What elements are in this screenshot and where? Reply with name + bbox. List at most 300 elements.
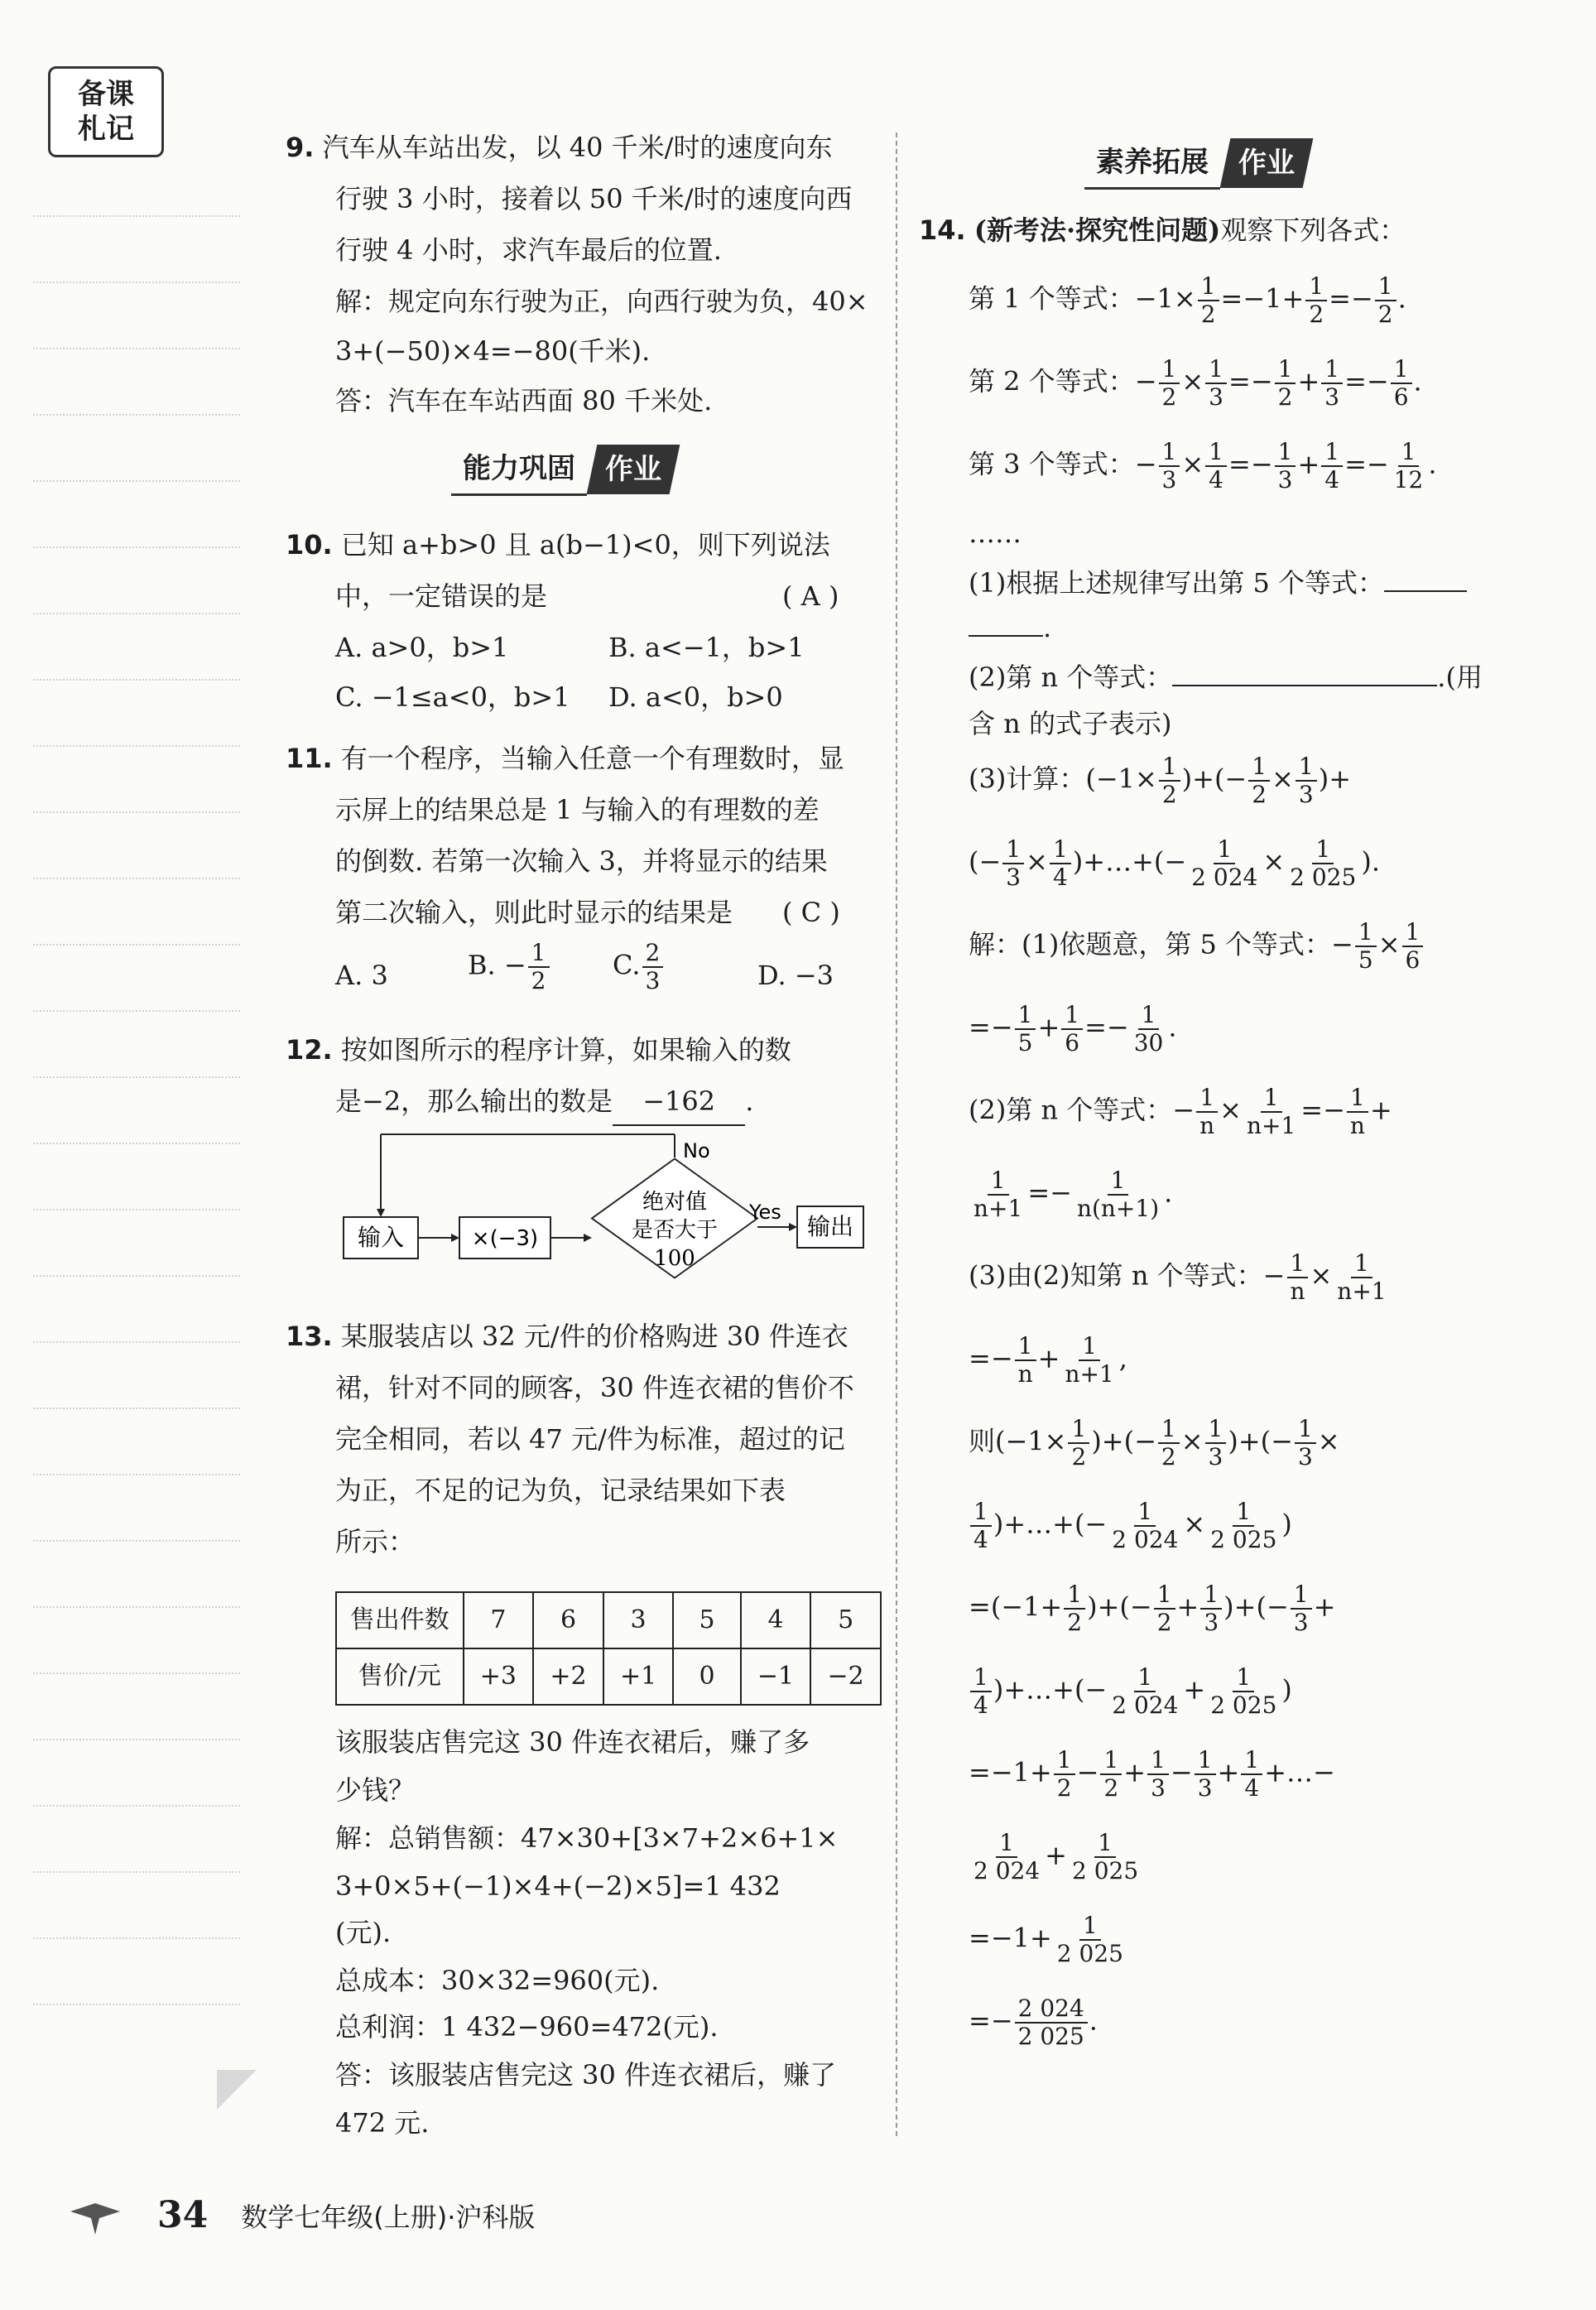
fraction-num: 1 bbox=[1094, 1830, 1116, 1858]
fraction-num: 1 bbox=[1287, 1250, 1309, 1278]
fraction bbox=[1159, 753, 1180, 808]
note-line bbox=[33, 944, 240, 946]
q11-text: 第二次输入，则此时显示的结果是 bbox=[335, 897, 733, 928]
fraction-num: 1 bbox=[1147, 1747, 1169, 1775]
final-prefix: =− bbox=[969, 2004, 1013, 2037]
fraction bbox=[1391, 439, 1427, 493]
fraction-den: 3 bbox=[1297, 1443, 1313, 1470]
q14-solution-label: 解：(1)依题意，第 5 个等式： bbox=[969, 928, 1332, 960]
q14-text: 观察下列各式： bbox=[1220, 214, 1406, 246]
note-line bbox=[33, 1739, 240, 1740]
fraction-den: 3 bbox=[1324, 383, 1340, 411]
fraction-num: 1 bbox=[1205, 439, 1227, 467]
section-banner-ability bbox=[451, 447, 675, 492]
fraction-num: 1 bbox=[988, 1167, 1009, 1196]
section-tag bbox=[1220, 138, 1314, 188]
fraction bbox=[1207, 1499, 1280, 1553]
page-footer bbox=[66, 2194, 535, 2236]
q14-part1-cont: . bbox=[969, 604, 1051, 651]
q14-sol3-line: $\frac{1}{4}$ )+…+(− $\frac{1}{2 024}$ × $\frac{1}{2 025}$ ) bbox=[969, 1499, 1292, 1553]
q9-solution: 3+(−50)×4=−80(千米). bbox=[335, 335, 651, 367]
fraction-den: 3 bbox=[1197, 1774, 1213, 1802]
fraction-den: 2 025 bbox=[1210, 1526, 1277, 1553]
fraction bbox=[1375, 273, 1396, 328]
fraction-num: 1 bbox=[1200, 1581, 1222, 1610]
fraction bbox=[1205, 356, 1227, 411]
fraction bbox=[1158, 1416, 1180, 1470]
fraction-num: 1 bbox=[1158, 1416, 1180, 1444]
fraction-den: 6 bbox=[1405, 946, 1421, 974]
q13-solution: 3+0×5+(−1)×4+(−2)×5]=1 432 bbox=[335, 1870, 781, 1902]
table-row bbox=[336, 1592, 881, 1648]
q10-option-c: C. −1≤a<0，b>1 bbox=[335, 681, 570, 713]
q13-text: 为正，不足的记为负，记录结果如下表 bbox=[335, 1475, 786, 1506]
fraction-den: 4 bbox=[1244, 1774, 1260, 1802]
q12-line2: 是−2，那么输出的数是 −162 . bbox=[335, 1078, 753, 1126]
q11-text: 示屏上的结果总是 1 与输入的有理数的差 bbox=[335, 794, 820, 825]
table-cell: 6 bbox=[533, 1592, 603, 1648]
q9-text: 汽车从车站出发，以 40 千米/时的速度向东 bbox=[322, 132, 833, 163]
q13-line1 bbox=[286, 1313, 848, 1360]
q10-line1 bbox=[286, 522, 830, 568]
fraction-den: 2 bbox=[1156, 1609, 1172, 1636]
section-title: 素养拓展 bbox=[1084, 137, 1220, 190]
fraction-num: 1 bbox=[1355, 919, 1377, 947]
fraction-den: 3 bbox=[1006, 864, 1022, 891]
note-line bbox=[33, 1672, 240, 1674]
fraction bbox=[1286, 836, 1359, 891]
table-header: 售价/元 bbox=[336, 1648, 464, 1705]
eq-label: 第 1 个等式： bbox=[969, 282, 1135, 315]
q11-number: 11. bbox=[286, 743, 333, 774]
fraction-den: 3 bbox=[1161, 466, 1177, 493]
fraction-den: 2 025 bbox=[1071, 1857, 1139, 1884]
q14-sol3-line: =(−1+ $\frac{1}{2}$ )+(− $\frac{1}{2}$ + $\frac{1}{3}$ )+(− $\frac{1}{3}$ + bbox=[969, 1581, 1336, 1636]
fraction bbox=[1291, 1581, 1312, 1636]
q12-text: 是−2，那么输出的数是 bbox=[335, 1085, 613, 1117]
table-header: 售出件数 bbox=[336, 1592, 464, 1648]
flow-arrowhead bbox=[584, 1234, 592, 1242]
fraction bbox=[970, 1664, 992, 1719]
fraction bbox=[1198, 273, 1219, 328]
fraction-num: 1 bbox=[1233, 1499, 1254, 1527]
fraction-num: 1 bbox=[1154, 1581, 1175, 1610]
fraction-den: n+1 bbox=[1246, 1112, 1296, 1139]
fraction-den: n+1 bbox=[1065, 1360, 1114, 1388]
note-line bbox=[33, 546, 240, 548]
fraction bbox=[1347, 1085, 1368, 1139]
flow-op-label: ×(−3) bbox=[471, 1226, 539, 1251]
note-line bbox=[33, 348, 240, 349]
fraction-num: 1 bbox=[1214, 836, 1235, 864]
note-line bbox=[33, 1010, 240, 1012]
table-cell: 5 bbox=[673, 1592, 740, 1648]
fraction-den: n bbox=[1349, 1112, 1365, 1139]
fraction-num: 1 bbox=[1064, 1581, 1085, 1610]
fraction-num: 1 bbox=[970, 1499, 992, 1527]
q11-option-b bbox=[468, 940, 551, 994]
q14-part2-text: 含 n 的式子表示) bbox=[969, 708, 1172, 739]
section-title: 能力巩固 bbox=[451, 444, 587, 496]
fraction bbox=[970, 1830, 1043, 1884]
fraction-den: 12 bbox=[1393, 466, 1424, 493]
fraction-num: 1 bbox=[1108, 1167, 1129, 1196]
q13-number: 13. bbox=[286, 1321, 333, 1352]
table-cell: 5 bbox=[810, 1592, 881, 1648]
fraction-den: 2 bbox=[1277, 383, 1293, 411]
fraction-den: 2 025 bbox=[1210, 1692, 1277, 1719]
q14-sol3-line: =−1+ $\frac{1}{2}$ − $\frac{1}{2}$ + $\frac{1}{3}$ − $\frac{1}{3}$ + $\frac{1}{4}$ +…− bbox=[969, 1746, 1335, 1802]
fraction-den: n bbox=[1199, 1112, 1215, 1139]
q13-text: 所示： bbox=[335, 1526, 416, 1557]
q14-part2 bbox=[969, 654, 1483, 700]
fraction-num: 1 bbox=[1248, 753, 1270, 782]
fraction bbox=[1321, 439, 1343, 493]
fraction-num: 1 bbox=[1351, 1250, 1372, 1278]
fraction-num: 1 bbox=[1275, 439, 1296, 467]
q10-answer: ( A ) bbox=[782, 580, 839, 612]
fraction-num: 1 bbox=[1159, 356, 1180, 384]
fraction-den: 4 bbox=[973, 1526, 988, 1553]
fraction-den: 3 bbox=[1293, 1609, 1309, 1636]
fraction bbox=[1295, 1416, 1316, 1470]
note-line bbox=[33, 1871, 240, 1873]
table-cell: −1 bbox=[741, 1648, 811, 1705]
fraction-den: n bbox=[1290, 1278, 1305, 1305]
fraction bbox=[1050, 836, 1071, 891]
fraction-den: 4 bbox=[1324, 466, 1340, 493]
section-banner-extension bbox=[1084, 141, 1308, 185]
fraction-den: 3 bbox=[1209, 383, 1223, 411]
q11-option-c bbox=[613, 940, 665, 994]
note-line bbox=[33, 215, 240, 217]
q14-line1 bbox=[919, 207, 1406, 253]
fraction-den: 2 024 bbox=[1191, 864, 1258, 891]
fraction bbox=[1275, 439, 1296, 493]
fraction-num: 1 bbox=[1205, 356, 1227, 384]
fraction-den: 3 bbox=[1208, 1443, 1223, 1470]
fraction-num: 1 bbox=[1312, 836, 1334, 864]
fraction-num: 1 bbox=[1054, 1747, 1075, 1775]
q14-eq1: 第 1 个等式：−1× $\frac{1}{2}$ =−1+ $\frac{1}{2}$ =− $\frac{1}{2}$ . bbox=[969, 272, 1406, 328]
fraction-num: 1 bbox=[1159, 753, 1180, 782]
q9-text: 行驶 3 小时，接着以 50 千米/时的速度向西 bbox=[335, 183, 853, 214]
q11-text: 的倒数. 若第一次输入 3，并将显示的结果 bbox=[335, 845, 828, 877]
fraction bbox=[1147, 1747, 1169, 1802]
fraction-den: 6 bbox=[1065, 1029, 1080, 1056]
fraction-den: 2 bbox=[531, 967, 546, 994]
q14-sol3-line: $\frac{1}{2 024}$ + $\frac{1}{2 025}$ bbox=[969, 1830, 1143, 1884]
fraction-num: 1 bbox=[996, 1830, 1017, 1858]
flow-yes-label: Yes bbox=[749, 1201, 781, 1224]
q14-part3: (3)计算：(−1× $\frac{1}{2}$ )+(− $\frac{1}{2}$ × $\frac{1}{3}$ )+ bbox=[969, 753, 1351, 808]
q10-option-d: D. a<0，b>0 bbox=[608, 681, 783, 713]
fraction-den: 3 bbox=[1204, 1609, 1219, 1636]
q10-text: 中，一定错误的是 bbox=[335, 580, 548, 612]
fraction-num: 1 bbox=[1295, 1416, 1316, 1444]
fraction bbox=[1196, 1085, 1218, 1139]
q14-solution-label: (2)第 n 个等式： bbox=[969, 1094, 1173, 1126]
fraction bbox=[1154, 1581, 1175, 1636]
q13-solution: 总成本：30×32=960(元). bbox=[335, 1965, 660, 1996]
fraction-den: 3 bbox=[1277, 466, 1293, 493]
q13-sales-table bbox=[335, 1591, 882, 1706]
q13-question: 该服装店售完这 30 件连衣裙后，赚了多 bbox=[335, 1726, 810, 1758]
fraction-num: 1 bbox=[1241, 1747, 1262, 1775]
q14-ellipsis: …… bbox=[969, 517, 1022, 549]
fraction bbox=[1402, 919, 1424, 974]
note-line bbox=[33, 1143, 240, 1144]
q14-eq2: 第 2 个等式：− $\frac{1}{2}$ × $\frac{1}{3}$ =− $\frac{1}{2}$ + $\frac{1}{3}$ =− $\frac{1}{6}$ . bbox=[969, 355, 1422, 411]
fraction-den: 5 bbox=[1017, 1029, 1033, 1056]
flow-output-label: 输出 bbox=[806, 1213, 854, 1240]
q9-line1 bbox=[286, 124, 832, 171]
fraction bbox=[1100, 1747, 1122, 1802]
fraction-num: 1 bbox=[1391, 356, 1412, 384]
page-number: 34 bbox=[157, 2194, 209, 2236]
q13-answer: 472 元. bbox=[335, 2107, 430, 2139]
fraction-den: 2 bbox=[1103, 1774, 1119, 1802]
fraction bbox=[1305, 273, 1327, 328]
fraction bbox=[1015, 1002, 1036, 1056]
fraction-num: 1 bbox=[1050, 836, 1071, 864]
fraction-num: 2 024 bbox=[1015, 1995, 1088, 2024]
fraction bbox=[1061, 1002, 1083, 1056]
fraction-num: 1 bbox=[1375, 273, 1396, 301]
note-line bbox=[33, 1540, 240, 1542]
q12-answer: −162 bbox=[613, 1078, 745, 1126]
q11-answer: ( C ) bbox=[782, 897, 840, 928]
note-line bbox=[33, 1474, 240, 1475]
flow-cond-1: 绝对值 bbox=[642, 1190, 708, 1215]
fraction-num: 1 bbox=[1134, 1664, 1156, 1692]
q12-text: 按如图所示的程序计算，如果输入的数 bbox=[340, 1034, 791, 1066]
note-line bbox=[33, 745, 240, 747]
q9-text: 行驶 4 小时，求汽车最后的位置. bbox=[335, 234, 722, 266]
fraction bbox=[1068, 1416, 1089, 1470]
fraction-den: n(n+1) bbox=[1076, 1195, 1160, 1222]
fraction-num: 1 bbox=[1159, 439, 1180, 467]
note-line bbox=[33, 1606, 240, 1608]
q14-sol3-cont: =− $\frac{1}{n}$ + $\frac{1}{n+1}$ , bbox=[969, 1332, 1127, 1388]
section-tag-text: 作业 bbox=[1238, 147, 1295, 180]
q11-option-c-label: C. bbox=[613, 949, 641, 981]
q14-final: =− $\frac{2 024}{2 025}$ . bbox=[969, 1995, 1098, 2050]
fraction-num: 1 bbox=[1015, 1002, 1036, 1030]
q11-line1 bbox=[286, 735, 844, 782]
fraction bbox=[1074, 1167, 1162, 1222]
fraction bbox=[1069, 1830, 1142, 1884]
fraction-num: 1 bbox=[528, 940, 550, 968]
fraction-den: 2 bbox=[1161, 1443, 1176, 1470]
fraction-num: 1 bbox=[1079, 1333, 1100, 1361]
fraction-den: n+1 bbox=[1337, 1278, 1387, 1305]
fraction bbox=[1321, 356, 1343, 411]
fraction-den: 2 bbox=[1200, 301, 1216, 328]
fraction-num: 1 bbox=[1079, 1913, 1101, 1941]
fraction-num: 1 bbox=[1261, 1085, 1282, 1113]
fraction-den: 2 025 bbox=[1056, 1940, 1123, 1967]
q14-number: 14. bbox=[919, 214, 966, 246]
fraction-num: 1 bbox=[1198, 273, 1219, 301]
fraction-num: 1 bbox=[1296, 753, 1317, 782]
fraction-num: 1 bbox=[1321, 356, 1343, 384]
fraction-den: 3 bbox=[1151, 1774, 1166, 1802]
fraction-den: 2 025 bbox=[1017, 2023, 1084, 2050]
fraction-den: 4 bbox=[1052, 864, 1068, 891]
answer-blank[interactable] bbox=[969, 635, 1043, 637]
table-cell: 4 bbox=[741, 1592, 811, 1648]
fraction bbox=[1002, 836, 1024, 891]
fraction bbox=[642, 940, 664, 994]
q14-sol1-cont: =− $\frac{1}{5}$ + $\frac{1}{6}$ =− $\frac{1}{30}$ . bbox=[969, 1001, 1177, 1056]
fraction-num: 1 bbox=[1068, 1416, 1089, 1444]
fraction-num: 1 bbox=[1291, 1581, 1312, 1610]
fraction bbox=[1243, 1085, 1299, 1139]
q14-part1 bbox=[969, 560, 1467, 606]
table-cell: 0 bbox=[673, 1648, 740, 1705]
q10-number: 10. bbox=[286, 529, 333, 561]
fraction-num: 1 bbox=[970, 1664, 992, 1692]
fraction-num: 1 bbox=[1195, 1747, 1216, 1775]
answer-blank[interactable] bbox=[1384, 590, 1467, 592]
fraction-num: 1 bbox=[1347, 1085, 1368, 1113]
fraction bbox=[1159, 439, 1180, 493]
q14-sol1: 解：(1)依题意，第 5 个等式：− $\frac{1}{5}$ × $\frac{1}{6}$ bbox=[969, 919, 1425, 974]
fraction bbox=[1195, 1747, 1216, 1802]
fraction-num: 1 bbox=[1321, 439, 1343, 467]
fraction bbox=[1355, 919, 1377, 974]
q11-text: 有一个程序，当输入任意一个有理数时，显 bbox=[340, 743, 844, 774]
fraction-den: 3 bbox=[645, 967, 661, 994]
fraction-den: 3 bbox=[1298, 781, 1314, 808]
flow-cond-3: 100 bbox=[654, 1246, 695, 1271]
fraction-den: 2 024 bbox=[973, 1857, 1041, 1884]
fraction bbox=[1131, 1002, 1167, 1056]
q10-option-a: A. a>0，b>1 bbox=[335, 632, 509, 663]
q9-solution: 解：规定向东行驶为正，向西行驶为负，40× bbox=[335, 286, 868, 317]
fraction-num: 1 bbox=[1002, 836, 1024, 864]
table-cell: −2 bbox=[810, 1648, 881, 1705]
q14-sol2-cont: $\frac{1}{n+1}$ =− $\frac{1}{n(n+1)}$ . bbox=[969, 1167, 1172, 1222]
column-divider bbox=[896, 132, 897, 2136]
q14-tag: (新考法·探究性问题) bbox=[973, 214, 1221, 246]
q14-sol3-line: =−1+ $\frac{1}{2 025}$ bbox=[969, 1913, 1128, 1967]
note-line bbox=[33, 282, 240, 283]
note-line bbox=[33, 1275, 240, 1277]
q14-part2-tail: .(用 bbox=[1437, 662, 1483, 693]
note-line bbox=[33, 1209, 240, 1210]
fraction-den: 2 bbox=[1252, 781, 1267, 808]
q14-part3-text: (3)计算： bbox=[969, 763, 1086, 795]
answer-blank[interactable] bbox=[1172, 685, 1437, 686]
fraction bbox=[1188, 836, 1261, 891]
fraction bbox=[970, 1167, 1026, 1222]
q11-option-b-label: B. − bbox=[468, 949, 526, 981]
q13-solution: (元). bbox=[335, 1917, 392, 1948]
fraction-den: 4 bbox=[1209, 466, 1223, 493]
note-line bbox=[33, 613, 240, 614]
table-row bbox=[336, 1648, 881, 1705]
q14-part2-text: (2)第 n 个等式： bbox=[969, 662, 1173, 693]
table-cell: +3 bbox=[464, 1648, 534, 1705]
note-line bbox=[33, 1076, 240, 1078]
q9-number: 9. bbox=[286, 132, 315, 163]
q13-question: 少钱？ bbox=[335, 1774, 416, 1806]
fraction-num: 1 bbox=[1138, 1002, 1160, 1030]
fraction-num: 1 bbox=[1134, 1499, 1156, 1527]
fraction-num: 1 bbox=[1233, 1664, 1254, 1692]
note-line bbox=[33, 1341, 240, 1343]
q10-text: 已知 a+b>0 且 a(b−1)<0，则下列说法 bbox=[340, 529, 830, 561]
q11-option-a: A. 3 bbox=[335, 960, 388, 991]
q13-text: 裙，针对不同的顾客，30 件连衣裙的售价不 bbox=[335, 1372, 854, 1403]
flow-no-label: No bbox=[683, 1139, 710, 1162]
note-line bbox=[33, 1937, 240, 1939]
fraction bbox=[1334, 1250, 1389, 1305]
q14-eq3: 第 3 个等式：− $\frac{1}{3}$ × $\frac{1}{4}$ =− $\frac{1}{3}$ + $\frac{1}{4}$ =− $\frac{1}{12}$ . bbox=[969, 438, 1437, 493]
q14-part1-text: (1)根据上述规律写出第 5 个等式： bbox=[969, 567, 1385, 599]
fraction bbox=[528, 940, 550, 994]
note-label-top: 备课 bbox=[78, 78, 134, 111]
fraction-den: 2 bbox=[1309, 301, 1324, 328]
q9-answer: 答：汽车在车站西面 80 千米处. bbox=[335, 385, 713, 416]
note-label-bottom: 札记 bbox=[78, 113, 134, 146]
fraction bbox=[1015, 1333, 1036, 1388]
fraction-num: 1 bbox=[1205, 1416, 1227, 1444]
section-tag-text: 作业 bbox=[605, 453, 661, 486]
note-line bbox=[33, 2004, 240, 2005]
q12-number: 12. bbox=[286, 1034, 333, 1066]
fraction bbox=[1054, 1747, 1075, 1802]
fraction bbox=[1286, 1250, 1308, 1305]
q14-then: 则 bbox=[969, 1425, 996, 1457]
q13-answer: 答：该服装店售完这 30 件连衣裙后，赚了 bbox=[335, 2059, 837, 2091]
flow-cond-2: 是否大于 bbox=[631, 1218, 719, 1243]
fraction-den: 2 024 bbox=[1112, 1692, 1179, 1719]
note-line bbox=[33, 878, 240, 879]
fraction-num: 1 bbox=[1275, 356, 1296, 384]
fraction bbox=[1205, 1416, 1227, 1470]
q14-sol3: (3)由(2)知第 n 个等式：− $\frac{1}{n}$ × $\frac{1}{n+1}$ bbox=[969, 1250, 1392, 1305]
fraction bbox=[1108, 1499, 1181, 1553]
fraction bbox=[1061, 1333, 1117, 1388]
corner-decoration bbox=[217, 2070, 257, 2110]
note-line bbox=[33, 1805, 240, 1807]
fraction bbox=[1296, 753, 1317, 808]
q14-sol3-then: 则(−1× $\frac{1}{2}$ )+(− $\frac{1}{2}$ × $\frac{1}{3}$ )+(− $\frac{1}{3}$ × bbox=[969, 1415, 1340, 1470]
note-line bbox=[33, 679, 240, 681]
q10-option-b: B. a<−1，b>1 bbox=[608, 632, 805, 663]
q12-line1 bbox=[286, 1027, 791, 1073]
fraction-num: 1 bbox=[1196, 1085, 1218, 1113]
fraction bbox=[1391, 356, 1412, 411]
fraction bbox=[1159, 356, 1180, 411]
fraction-den: 30 bbox=[1133, 1029, 1164, 1056]
fraction-num: 1 bbox=[1061, 1002, 1083, 1030]
fraction bbox=[1275, 356, 1296, 411]
note-line bbox=[33, 480, 240, 482]
fraction-num: 1 bbox=[1402, 919, 1424, 947]
flow-arrowhead bbox=[451, 1234, 459, 1242]
footer-bird-icon bbox=[66, 2195, 124, 2236]
fraction bbox=[970, 1499, 992, 1553]
q14-sol2: (2)第 n 个等式：− $\frac{1}{n}$ × $\frac{1}{n+1}$ =− $\frac{1}{n}$ + bbox=[969, 1084, 1392, 1139]
section-tag bbox=[587, 445, 680, 494]
note-box bbox=[48, 66, 164, 157]
fraction-den: 2 bbox=[1071, 1443, 1087, 1470]
fraction bbox=[1054, 1913, 1127, 1967]
